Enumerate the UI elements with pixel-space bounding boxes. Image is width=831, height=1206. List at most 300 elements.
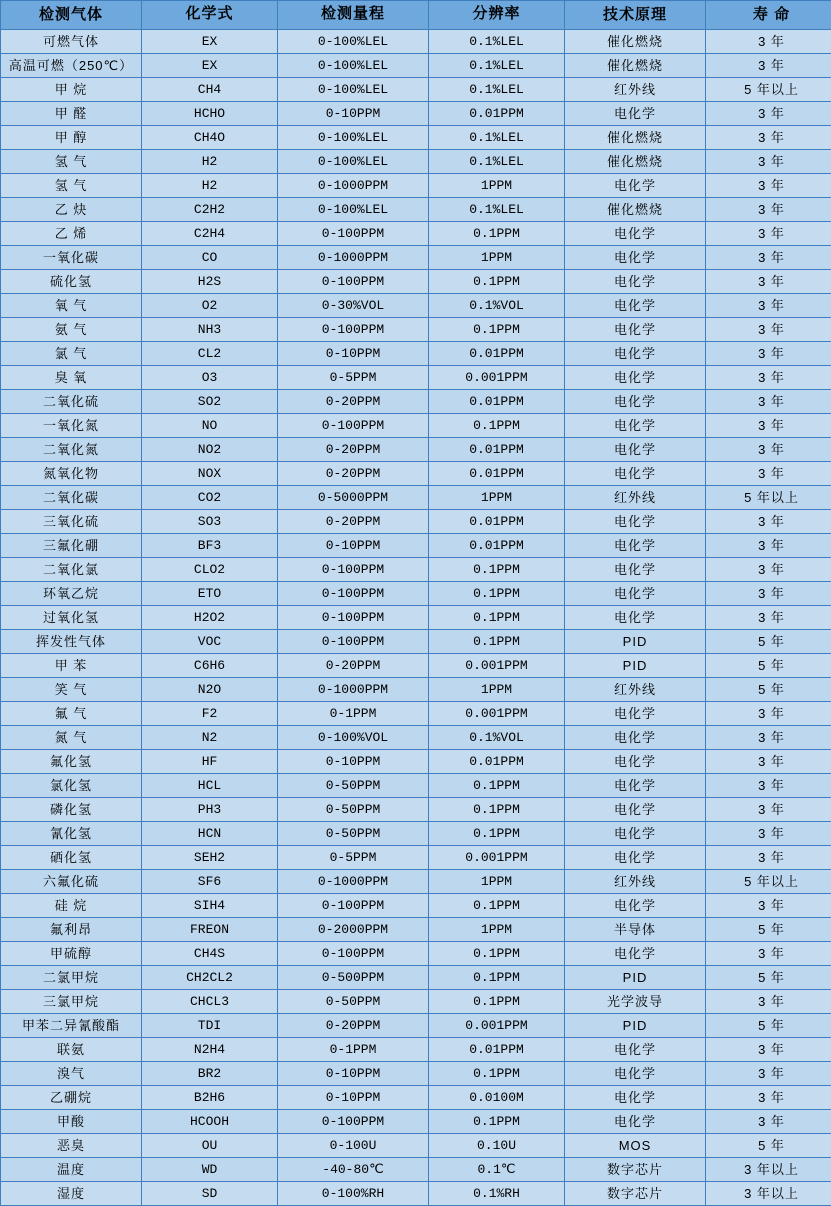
cell-principle: 电化学 bbox=[565, 558, 706, 582]
cell-resolution: 0.1PPM bbox=[429, 966, 565, 990]
cell-principle: 电化学 bbox=[565, 726, 706, 750]
cell-principle: 电化学 bbox=[565, 702, 706, 726]
cell-lifetime: 5 年 bbox=[706, 918, 831, 942]
cell-lifetime: 3 年 bbox=[706, 222, 831, 246]
table-row bbox=[1, 798, 831, 822]
column-header-resolution: 分辨率 bbox=[429, 1, 565, 30]
cell-lifetime: 5 年以上 bbox=[706, 870, 831, 894]
cell-gas-name: 氮 气 bbox=[1, 726, 142, 750]
cell-resolution: 0.01PPM bbox=[429, 510, 565, 534]
cell-principle: 半导体 bbox=[565, 918, 706, 942]
cell-formula: H2 bbox=[142, 174, 278, 198]
cell-gas-name: 二氧化碳 bbox=[1, 486, 142, 510]
table-row bbox=[1, 1038, 831, 1062]
cell-lifetime: 3 年 bbox=[706, 414, 831, 438]
table-row bbox=[1, 30, 831, 54]
cell-range: 0-2000PPM bbox=[278, 918, 429, 942]
table-row bbox=[1, 294, 831, 318]
cell-resolution: 0.1%LEL bbox=[429, 54, 565, 78]
table-row bbox=[1, 918, 831, 942]
cell-formula: H2O2 bbox=[142, 606, 278, 630]
table-row bbox=[1, 390, 831, 414]
cell-resolution: 0.1PPM bbox=[429, 990, 565, 1014]
cell-resolution: 0.0100M bbox=[429, 1086, 565, 1110]
cell-gas-name: 恶臭 bbox=[1, 1134, 142, 1158]
cell-gas-name: 三氯甲烷 bbox=[1, 990, 142, 1014]
cell-resolution: 0.1%LEL bbox=[429, 150, 565, 174]
table-body bbox=[1, 30, 831, 1206]
cell-lifetime: 3 年 bbox=[706, 462, 831, 486]
table-row bbox=[1, 102, 831, 126]
table-row bbox=[1, 198, 831, 222]
cell-lifetime: 3 年以上 bbox=[706, 1158, 831, 1182]
cell-range: 0-50PPM bbox=[278, 798, 429, 822]
cell-formula: PH3 bbox=[142, 798, 278, 822]
cell-principle: 电化学 bbox=[565, 750, 706, 774]
cell-resolution: 1PPM bbox=[429, 174, 565, 198]
cell-range: 0-100U bbox=[278, 1134, 429, 1158]
cell-gas-name: 三氟化硼 bbox=[1, 534, 142, 558]
cell-range: 0-500PPM bbox=[278, 966, 429, 990]
cell-range: 0-100PPM bbox=[278, 942, 429, 966]
cell-lifetime: 3 年 bbox=[706, 318, 831, 342]
table-row bbox=[1, 630, 831, 654]
cell-principle: 电化学 bbox=[565, 414, 706, 438]
cell-gas-name: 二氯甲烷 bbox=[1, 966, 142, 990]
cell-range: 0-100PPM bbox=[278, 414, 429, 438]
cell-formula: CL2 bbox=[142, 342, 278, 366]
cell-range: 0-10PPM bbox=[278, 534, 429, 558]
cell-range: 0-10PPM bbox=[278, 750, 429, 774]
table-row bbox=[1, 78, 831, 102]
table-row bbox=[1, 150, 831, 174]
cell-resolution: 0.1PPM bbox=[429, 222, 565, 246]
cell-resolution: 0.1PPM bbox=[429, 798, 565, 822]
cell-principle: 数字芯片 bbox=[565, 1182, 706, 1206]
cell-resolution: 0.1PPM bbox=[429, 558, 565, 582]
table-header-row bbox=[1, 1, 831, 30]
table-row bbox=[1, 1110, 831, 1134]
cell-formula: HCL bbox=[142, 774, 278, 798]
cell-principle: 电化学 bbox=[565, 438, 706, 462]
cell-principle: 催化燃烧 bbox=[565, 126, 706, 150]
cell-formula: BF3 bbox=[142, 534, 278, 558]
cell-gas-name: 过氧化氢 bbox=[1, 606, 142, 630]
cell-formula: SD bbox=[142, 1182, 278, 1206]
table-row bbox=[1, 678, 831, 702]
cell-gas-name: 挥发性气体 bbox=[1, 630, 142, 654]
cell-resolution: 0.1PPM bbox=[429, 774, 565, 798]
cell-range: 0-1000PPM bbox=[278, 174, 429, 198]
cell-range: 0-100%LEL bbox=[278, 78, 429, 102]
cell-resolution: 0.01PPM bbox=[429, 102, 565, 126]
table-row bbox=[1, 366, 831, 390]
cell-principle: 电化学 bbox=[565, 270, 706, 294]
cell-resolution: 0.1%LEL bbox=[429, 126, 565, 150]
cell-principle: PID bbox=[565, 654, 706, 678]
cell-lifetime: 3 年 bbox=[706, 534, 831, 558]
table-row bbox=[1, 750, 831, 774]
cell-lifetime: 3 年 bbox=[706, 798, 831, 822]
cell-lifetime: 3 年 bbox=[706, 1038, 831, 1062]
cell-range: 0-100%LEL bbox=[278, 54, 429, 78]
table-row bbox=[1, 510, 831, 534]
cell-formula: SF6 bbox=[142, 870, 278, 894]
cell-formula: SIH4 bbox=[142, 894, 278, 918]
cell-lifetime: 3 年 bbox=[706, 54, 831, 78]
cell-lifetime: 3 年 bbox=[706, 102, 831, 126]
cell-resolution: 0.1PPM bbox=[429, 942, 565, 966]
cell-formula: ETO bbox=[142, 582, 278, 606]
cell-range: 0-1PPM bbox=[278, 702, 429, 726]
cell-formula: B2H6 bbox=[142, 1086, 278, 1110]
cell-gas-name: 氟利昂 bbox=[1, 918, 142, 942]
cell-gas-name: 臭 氧 bbox=[1, 366, 142, 390]
cell-resolution: 0.001PPM bbox=[429, 846, 565, 870]
cell-gas-name: 湿度 bbox=[1, 1182, 142, 1206]
cell-lifetime: 3 年 bbox=[706, 510, 831, 534]
cell-lifetime: 3 年 bbox=[706, 30, 831, 54]
table-row bbox=[1, 558, 831, 582]
cell-gas-name: 硒化氢 bbox=[1, 846, 142, 870]
cell-gas-name: 甲苯二异氰酸酯 bbox=[1, 1014, 142, 1038]
cell-gas-name: 甲酸 bbox=[1, 1110, 142, 1134]
cell-principle: 红外线 bbox=[565, 78, 706, 102]
table-row bbox=[1, 270, 831, 294]
cell-gas-name: 联氨 bbox=[1, 1038, 142, 1062]
cell-range: 0-20PPM bbox=[278, 1014, 429, 1038]
cell-principle: 电化学 bbox=[565, 318, 706, 342]
cell-formula: N2H4 bbox=[142, 1038, 278, 1062]
cell-principle: 电化学 bbox=[565, 246, 706, 270]
cell-principle: PID bbox=[565, 630, 706, 654]
cell-lifetime: 5 年 bbox=[706, 678, 831, 702]
cell-principle: 红外线 bbox=[565, 486, 706, 510]
cell-lifetime: 3 年 bbox=[706, 1062, 831, 1086]
cell-formula: VOC bbox=[142, 630, 278, 654]
cell-principle: 电化学 bbox=[565, 894, 706, 918]
cell-range: 0-100PPM bbox=[278, 894, 429, 918]
cell-formula: SEH2 bbox=[142, 846, 278, 870]
cell-lifetime: 5 年 bbox=[706, 1014, 831, 1038]
cell-gas-name: 六氟化硫 bbox=[1, 870, 142, 894]
cell-formula: CH4S bbox=[142, 942, 278, 966]
cell-principle: 电化学 bbox=[565, 846, 706, 870]
cell-gas-name: 二氧化氮 bbox=[1, 438, 142, 462]
cell-formula: NO2 bbox=[142, 438, 278, 462]
column-header-range: 检测量程 bbox=[278, 1, 429, 30]
cell-lifetime: 3 年 bbox=[706, 270, 831, 294]
cell-range: 0-100PPM bbox=[278, 318, 429, 342]
cell-lifetime: 3 年 bbox=[706, 366, 831, 390]
cell-range: 0-100PPM bbox=[278, 582, 429, 606]
cell-lifetime: 3 年 bbox=[706, 582, 831, 606]
table-row bbox=[1, 1062, 831, 1086]
table-row bbox=[1, 582, 831, 606]
cell-lifetime: 3 年 bbox=[706, 846, 831, 870]
cell-formula: H2 bbox=[142, 150, 278, 174]
cell-principle: 电化学 bbox=[565, 462, 706, 486]
cell-range: 0-50PPM bbox=[278, 822, 429, 846]
cell-range: 0-100%RH bbox=[278, 1182, 429, 1206]
cell-range: 0-50PPM bbox=[278, 990, 429, 1014]
cell-gas-name: 高温可燃（250℃） bbox=[1, 54, 142, 78]
cell-principle: 电化学 bbox=[565, 606, 706, 630]
cell-lifetime: 3 年 bbox=[706, 174, 831, 198]
cell-lifetime: 3 年 bbox=[706, 558, 831, 582]
cell-formula: HF bbox=[142, 750, 278, 774]
table-row bbox=[1, 966, 831, 990]
table-row bbox=[1, 726, 831, 750]
cell-range: 0-5PPM bbox=[278, 366, 429, 390]
cell-gas-name: 硫化氢 bbox=[1, 270, 142, 294]
cell-range: 0-20PPM bbox=[278, 510, 429, 534]
table-row bbox=[1, 774, 831, 798]
cell-formula: SO3 bbox=[142, 510, 278, 534]
cell-resolution: 0.1%RH bbox=[429, 1182, 565, 1206]
cell-principle: 电化学 bbox=[565, 942, 706, 966]
cell-principle: 红外线 bbox=[565, 678, 706, 702]
cell-lifetime: 3 年 bbox=[706, 1086, 831, 1110]
cell-principle: 电化学 bbox=[565, 222, 706, 246]
cell-lifetime: 3 年 bbox=[706, 438, 831, 462]
cell-formula: FREON bbox=[142, 918, 278, 942]
cell-formula: OU bbox=[142, 1134, 278, 1158]
cell-resolution: 0.01PPM bbox=[429, 1038, 565, 1062]
cell-range: 0-100PPM bbox=[278, 558, 429, 582]
cell-formula: CH2CL2 bbox=[142, 966, 278, 990]
cell-resolution: 1PPM bbox=[429, 918, 565, 942]
table-row bbox=[1, 990, 831, 1014]
cell-formula: CH4 bbox=[142, 78, 278, 102]
cell-range: 0-1000PPM bbox=[278, 246, 429, 270]
cell-principle: 电化学 bbox=[565, 774, 706, 798]
cell-formula: NOX bbox=[142, 462, 278, 486]
cell-range: 0-1000PPM bbox=[278, 678, 429, 702]
cell-formula: F2 bbox=[142, 702, 278, 726]
cell-lifetime: 5 年 bbox=[706, 654, 831, 678]
cell-principle: 数字芯片 bbox=[565, 1158, 706, 1182]
cell-principle: 催化燃烧 bbox=[565, 198, 706, 222]
column-header-gas-name: 检测气体 bbox=[1, 1, 142, 30]
cell-resolution: 0.1PPM bbox=[429, 318, 565, 342]
cell-lifetime: 3 年 bbox=[706, 246, 831, 270]
column-header-formula: 化学式 bbox=[142, 1, 278, 30]
cell-principle: 电化学 bbox=[565, 1038, 706, 1062]
cell-range: 0-20PPM bbox=[278, 462, 429, 486]
cell-range: 0-10PPM bbox=[278, 342, 429, 366]
cell-formula: CO bbox=[142, 246, 278, 270]
cell-lifetime: 3 年 bbox=[706, 702, 831, 726]
table-row bbox=[1, 318, 831, 342]
cell-formula: CLO2 bbox=[142, 558, 278, 582]
cell-resolution: 0.01PPM bbox=[429, 390, 565, 414]
cell-resolution: 0.001PPM bbox=[429, 366, 565, 390]
cell-gas-name: 氰化氢 bbox=[1, 822, 142, 846]
cell-gas-name: 甲 醛 bbox=[1, 102, 142, 126]
cell-gas-name: 一氧化氮 bbox=[1, 414, 142, 438]
cell-resolution: 0.1%LEL bbox=[429, 30, 565, 54]
cell-principle: 电化学 bbox=[565, 1110, 706, 1134]
cell-principle: 电化学 bbox=[565, 798, 706, 822]
cell-formula: C2H4 bbox=[142, 222, 278, 246]
cell-resolution: 0.01PPM bbox=[429, 462, 565, 486]
cell-gas-name: 甲 醇 bbox=[1, 126, 142, 150]
cell-principle: PID bbox=[565, 1014, 706, 1038]
cell-gas-name: 氯 气 bbox=[1, 342, 142, 366]
cell-formula: HCOOH bbox=[142, 1110, 278, 1134]
cell-range: 0-50PPM bbox=[278, 774, 429, 798]
cell-gas-name: 三氧化硫 bbox=[1, 510, 142, 534]
cell-resolution: 0.001PPM bbox=[429, 702, 565, 726]
cell-gas-name: 溴气 bbox=[1, 1062, 142, 1086]
table-row bbox=[1, 534, 831, 558]
table-row bbox=[1, 246, 831, 270]
cell-resolution: 0.1PPM bbox=[429, 1062, 565, 1086]
cell-gas-name: 二氧化硫 bbox=[1, 390, 142, 414]
cell-gas-name: 氨 气 bbox=[1, 318, 142, 342]
cell-lifetime: 3 年 bbox=[706, 726, 831, 750]
cell-principle: 电化学 bbox=[565, 534, 706, 558]
table-row bbox=[1, 606, 831, 630]
table-row bbox=[1, 126, 831, 150]
cell-resolution: 0.001PPM bbox=[429, 654, 565, 678]
cell-formula: NO bbox=[142, 414, 278, 438]
cell-gas-name: 甲 苯 bbox=[1, 654, 142, 678]
cell-gas-name: 笑 气 bbox=[1, 678, 142, 702]
cell-resolution: 0.01PPM bbox=[429, 534, 565, 558]
cell-resolution: 1PPM bbox=[429, 678, 565, 702]
cell-principle: 电化学 bbox=[565, 1086, 706, 1110]
cell-resolution: 0.1PPM bbox=[429, 606, 565, 630]
cell-range: 0-100PPM bbox=[278, 630, 429, 654]
cell-range: 0-30%VOL bbox=[278, 294, 429, 318]
cell-formula: C2H2 bbox=[142, 198, 278, 222]
cell-principle: MOS bbox=[565, 1134, 706, 1158]
column-header-principle: 技术原理 bbox=[565, 1, 706, 30]
cell-resolution: 0.1%VOL bbox=[429, 726, 565, 750]
cell-gas-name: 乙硼烷 bbox=[1, 1086, 142, 1110]
cell-resolution: 0.01PPM bbox=[429, 342, 565, 366]
cell-range: 0-100%VOL bbox=[278, 726, 429, 750]
cell-lifetime: 3 年 bbox=[706, 990, 831, 1014]
cell-principle: 电化学 bbox=[565, 510, 706, 534]
cell-resolution: 0.10U bbox=[429, 1134, 565, 1158]
table-row bbox=[1, 174, 831, 198]
table-row bbox=[1, 942, 831, 966]
cell-range: 0-100%LEL bbox=[278, 150, 429, 174]
table-row bbox=[1, 414, 831, 438]
cell-gas-name: 乙 烯 bbox=[1, 222, 142, 246]
table-row bbox=[1, 822, 831, 846]
cell-formula: SO2 bbox=[142, 390, 278, 414]
cell-formula: WD bbox=[142, 1158, 278, 1182]
cell-lifetime: 3 年 bbox=[706, 1110, 831, 1134]
cell-resolution: 0.1PPM bbox=[429, 894, 565, 918]
table-row bbox=[1, 1182, 831, 1206]
cell-formula: CO2 bbox=[142, 486, 278, 510]
cell-range: 0-100PPM bbox=[278, 606, 429, 630]
table-row bbox=[1, 1158, 831, 1182]
table-row bbox=[1, 1134, 831, 1158]
cell-range: 0-100%LEL bbox=[278, 126, 429, 150]
cell-range: 0-100%LEL bbox=[278, 198, 429, 222]
cell-lifetime: 5 年 bbox=[706, 1134, 831, 1158]
cell-formula: CHCL3 bbox=[142, 990, 278, 1014]
cell-formula: BR2 bbox=[142, 1062, 278, 1086]
cell-gas-name: 温度 bbox=[1, 1158, 142, 1182]
cell-gas-name: 氢 气 bbox=[1, 174, 142, 198]
cell-resolution: 0.01PPM bbox=[429, 438, 565, 462]
cell-range: 0-1000PPM bbox=[278, 870, 429, 894]
cell-resolution: 0.1PPM bbox=[429, 582, 565, 606]
cell-range: 0-10PPM bbox=[278, 1086, 429, 1110]
cell-gas-name: 乙 炔 bbox=[1, 198, 142, 222]
cell-range: 0-10PPM bbox=[278, 1062, 429, 1086]
cell-range: 0-20PPM bbox=[278, 390, 429, 414]
table-row bbox=[1, 702, 831, 726]
cell-range: 0-1PPM bbox=[278, 1038, 429, 1062]
cell-resolution: 0.01PPM bbox=[429, 750, 565, 774]
cell-range: 0-5PPM bbox=[278, 846, 429, 870]
cell-gas-name: 氢 气 bbox=[1, 150, 142, 174]
cell-gas-name: 氯化氢 bbox=[1, 774, 142, 798]
cell-resolution: 0.1PPM bbox=[429, 414, 565, 438]
cell-gas-name: 甲硫醇 bbox=[1, 942, 142, 966]
cell-gas-name: 可燃气体 bbox=[1, 30, 142, 54]
cell-range: 0-10PPM bbox=[278, 102, 429, 126]
cell-lifetime: 3 年 bbox=[706, 750, 831, 774]
cell-resolution: 1PPM bbox=[429, 870, 565, 894]
cell-gas-name: 环氧乙烷 bbox=[1, 582, 142, 606]
cell-gas-name: 氟化氢 bbox=[1, 750, 142, 774]
cell-principle: 光学波导 bbox=[565, 990, 706, 1014]
cell-lifetime: 3 年 bbox=[706, 342, 831, 366]
cell-formula: N2 bbox=[142, 726, 278, 750]
cell-formula: O2 bbox=[142, 294, 278, 318]
cell-formula: HCN bbox=[142, 822, 278, 846]
cell-gas-name: 二氧化氯 bbox=[1, 558, 142, 582]
cell-range: 0-100%LEL bbox=[278, 30, 429, 54]
cell-principle: 电化学 bbox=[565, 294, 706, 318]
table-row bbox=[1, 438, 831, 462]
cell-formula: EX bbox=[142, 30, 278, 54]
cell-range: 0-100PPM bbox=[278, 270, 429, 294]
cell-resolution: 0.1%LEL bbox=[429, 198, 565, 222]
cell-range: -40-80℃ bbox=[278, 1158, 429, 1182]
cell-principle: PID bbox=[565, 966, 706, 990]
cell-lifetime: 5 年 bbox=[706, 966, 831, 990]
cell-lifetime: 3 年 bbox=[706, 606, 831, 630]
cell-gas-name: 硅 烷 bbox=[1, 894, 142, 918]
cell-lifetime: 3 年 bbox=[706, 390, 831, 414]
table-row bbox=[1, 654, 831, 678]
cell-resolution: 0.1%VOL bbox=[429, 294, 565, 318]
cell-principle: 电化学 bbox=[565, 102, 706, 126]
cell-formula: HCHO bbox=[142, 102, 278, 126]
cell-lifetime: 3 年 bbox=[706, 822, 831, 846]
cell-formula: N2O bbox=[142, 678, 278, 702]
cell-gas-name: 磷化氢 bbox=[1, 798, 142, 822]
table-row bbox=[1, 222, 831, 246]
table-row bbox=[1, 894, 831, 918]
cell-range: 0-5000PPM bbox=[278, 486, 429, 510]
cell-resolution: 0.1%LEL bbox=[429, 78, 565, 102]
cell-principle: 催化燃烧 bbox=[565, 150, 706, 174]
table-header bbox=[1, 1, 831, 30]
cell-resolution: 0.1PPM bbox=[429, 822, 565, 846]
cell-lifetime: 3 年 bbox=[706, 294, 831, 318]
